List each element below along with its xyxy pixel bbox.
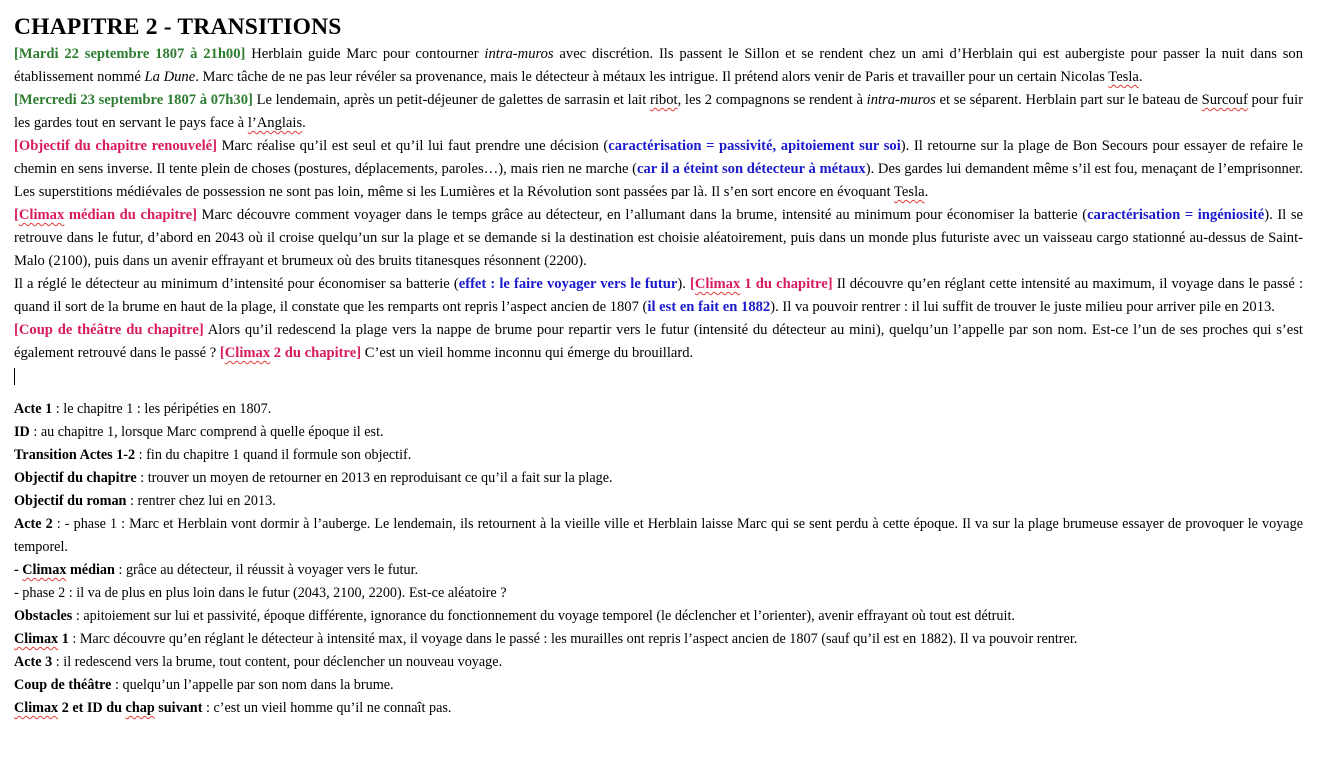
paragraph-mercredi: [Mercredi 23 septembre 1807 à 07h30] Le lendemain, après un petit-déjeuner de galettes de sarrasin et lait ribot, les 2 compagnons se rendent à intra-muros et se séparent. Herblain part sur le bateau de Surcouf pour fuir les gardes tout en servant le pays face à l’Anglais. [14,92,1303,131]
note-line: Climax 1 : Marc découvre qu’en réglant le détecteur à intensité max, il voyage dans le passé : les murailles ont repris l’aspect ancien de 1807 (sauf qu’il est en 1882). Il va pouvoir rentrer. [14,631,1078,647]
section-tag: [Coup de théâtre du chapitre] [14,322,204,338]
paragraph-climax-1: Il a réglé le détecteur au minimum d’intensité pour économiser sa batterie (effet : le faire voyager vers le futur). [Climax 1 du chapitre] Il découvre qu’en réglant cette intensité au maximum, il voyage dans le passé : quand il sort de la brume en haut de la plage, il constate que les remparts ont repris l’aspect ancien de 1807 (il est en fait en 1882). Il va pouvoir rentrer : il lui suffit de trouver le juste milieu pour arriver pile en 2013. [14,276,1303,315]
characterization-note: caractérisation = passivité, apitoiement sur soi [608,138,901,154]
empty-line[interactable] [14,365,1303,388]
spellcheck-word[interactable]: Tesla [1108,69,1139,85]
note-line: Acte 1 : le chapitre 1 : les péripéties en 1807. [14,401,272,417]
effect-note: effet : le faire voyager vers le futur [458,276,678,292]
paragraph-coup-de-theatre: [Coup de théâtre du chapitre] Alors qu’il redescend la plage vers la nappe de brume pour repartir vers le futur (intensité du détecteur au mini), quelqu’un l’appelle par son nom. Est-ce l’un de ses proches qui s’est également retrouvé dans le passé ? [Climax 2 du chapitre] C’est un vieil homme inconnu qui émerge du brouillard. [14,322,1303,361]
note-line: - phase 2 : il va de plus en plus loin dans le futur (2043, 2100, 2200). Est-ce aléatoire ? [14,585,507,601]
note-line: Coup de théâtre : quelqu’un l’appelle par son nom dans la brume. [14,677,394,693]
paragraph-climax-median: [Climax médian du chapitre] Marc découvre comment voyager dans le temps grâce au détecteur, en l’allumant dans la brume, intensité au minimum pour économiser la batterie (caractérisation = ingéniosité). Il se retrouve dans le futur, d’abord en 2043 où il croise quelqu’un sur la plage et se demande si la destination est choisie aléatoirement, puis dans un monde plus futuriste avec un vaisseau cargo stationné au-dessus de Saint-Malo (2100), puis dans un avenir effrayant et brumeux où des bruits titanesques résonnent (2200). [14,207,1303,269]
section-tag: [Objectif du chapitre renouvelé] [14,138,217,154]
document-page[interactable] [14,12,1303,720]
spellcheck-word[interactable]: Surcouf [1201,92,1248,108]
structure-notes [14,398,1303,720]
effect-note: il est en fait en 1882 [647,299,771,315]
note-line: Acte 2 : - phase 1 : Marc et Herblain vont dormir à l’auberge. Le lendemain, ils retournent à la vieille ville et Herblain laisse Marc qui se sent perdu à cette époque. Il va sur la plage brumeuse essayer de provoquer le voyage temporel. [14,516,1303,555]
note-line: Objectif du roman : rentrer chez lui en 2013. [14,493,276,509]
date-tag: [Mardi 22 septembre 1807 à 21h00] [14,46,246,62]
note-line: - Climax médian : grâce au détecteur, il réussit à voyager vers le futur. [14,562,419,578]
characterization-note: caractérisation = ingéniosité [1087,207,1265,223]
note-line: Climax 2 et ID du chap suivant : c’est un vieil homme qu’il ne connaît pas. [14,700,452,716]
note-line: Objectif du chapitre : trouver un moyen de retourner en 2013 en reproduisant ce qu’il a fait sur la plage. [14,470,613,486]
characterization-note: car il a éteint son détecteur à métaux [637,161,866,177]
text-cursor [14,368,15,385]
date-tag: [Mercredi 23 septembre 1807 à 07h30] [14,92,253,108]
paragraph-objectif: [Objectif du chapitre renouvelé] Marc réalise qu’il est seul et qu’il lui faut prendre une décision (caractérisation = passivité, apitoiement sur soi). Il retourne sur la plage de Bon Secours pour essayer de refaire le chemin en sens inverse. Il tente plein de choses (postures, déplacements, paroles…), mais rien ne marche (car il a éteint son détecteur à métaux). Des gardes lui demandent même s’il est fou, menaçant de l’emprisonner. Les superstitions médiévales de possession ne sont pas loin, même si les Lumières et la Révolution sont passées par là. Il s’en sort encore en évoquant Tesla. [14,138,1303,200]
spellcheck-word[interactable]: l’Anglais [247,115,303,131]
section-tag: [Climax médian du chapitre] [14,207,197,223]
spellcheck-word[interactable]: Tesla [894,184,925,200]
note-line: Transition Actes 1-2 : fin du chapitre 1 quand il formule son objectif. [14,447,412,463]
paragraph-mardi: [Mardi 22 septembre 1807 à 21h00] Herblain guide Marc pour contourner intra-muros avec discrétion. Ils passent le Sillon et se rendent chez un ami d’Herblain qui est aubergiste pour passer la nuit dans son établissement nommé La Dune. Marc tâche de ne pas leur révéler sa provenance, mais le détecteur à métaux les intrigue. Il prétend alors venir de Paris et travailler pour un certain Nicolas Tesla. [14,46,1303,85]
note-line: Obstacles : apitoiement sur lui et passivité, époque différente, ignorance du fonctionnement du voyage temporel (le déclencher et l’orienter), avenir effrayant où tout est détruit. [14,608,1015,624]
section-tag: [Climax 2 du chapitre] [219,345,362,361]
spellcheck-word[interactable]: ribot [649,92,678,108]
note-line: Acte 3 : il redescend vers la brume, tout content, pour déclencher un nouveau voyage. [14,654,503,670]
section-tag: [Climax 1 du chapitre] [690,276,833,292]
note-line: ID : au chapitre 1, lorsque Marc comprend à quelle époque il est. [14,424,384,440]
page-title: CHAPITRE 2 - TRANSITIONS [14,14,342,40]
